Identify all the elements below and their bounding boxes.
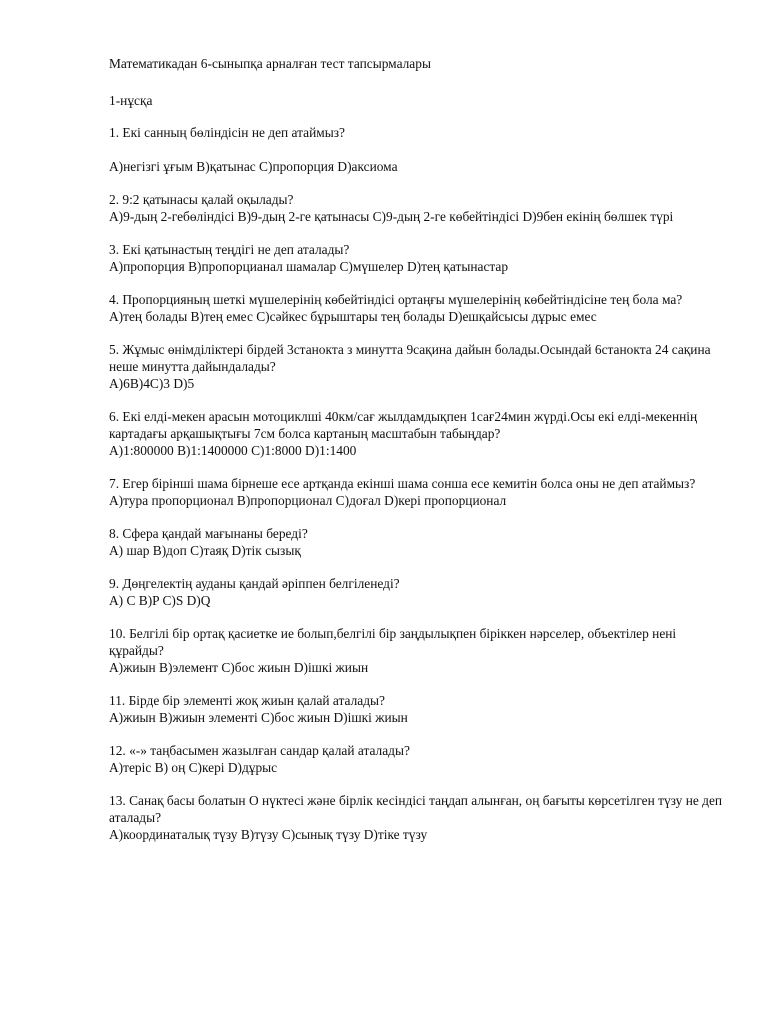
answer-options: A)тең болады B)тең емес C)сәйкес бұрыштары тең болады D)ешқайсысы дұрыс емес	[109, 309, 597, 324]
answer-options: A)теріс B) оң C)кері D)дұрыс	[109, 760, 278, 775]
answer-options: A)6B)4C)3 D)5	[109, 376, 195, 391]
answer-options: A)жиын B)жиын элементі C)бос жиын D)ішкі жиын	[109, 710, 408, 725]
question-text: 8. Сфера қандай мағынаны береді?	[109, 526, 308, 541]
question-5	[109, 341, 734, 392]
question-text: 5. Жұмыс өнімділіктері бірдей 3станокта з минутта 9сақина дайын болады.Осындай 6станокта 24 сақина неше минутта дайындалады?	[109, 342, 711, 374]
question-1	[109, 124, 734, 175]
question-text: 6. Екі елді-мекен арасын мотоциклші 40км/сағ жылдамдықпен 1сағ24мин жүрді.Осы екі елді-мекеннің картадағы арқашықтығы 7см болса картаның масштабын табыңдар?	[109, 409, 698, 441]
question-3	[109, 241, 734, 275]
question-text: 4. Пропорцияның шеткі мүшелерінің көбейтіндісі ортаңғы мүшелерінің көбейтіндісіне тең бола ма?	[109, 292, 683, 307]
question-text: 11. Бірде бір элементі жоқ жиын қалай аталады?	[109, 693, 385, 708]
question-12	[109, 742, 734, 776]
spacer	[109, 141, 734, 158]
question-text: 9. Дөңгелектің ауданы қандай әріппен белгіленеді?	[109, 576, 400, 591]
question-11	[109, 692, 734, 726]
answer-options: A) шар B)доп C)таяқ D)тік сызық	[109, 543, 301, 558]
question-8	[109, 525, 734, 559]
question-2	[109, 191, 734, 225]
question-text: 10. Белгілі бір ортақ қасиетке ие болып,белгілі бір заңдылықпен біріккен нәрселер, объектілер нені құрайды?	[109, 626, 677, 658]
question-text: 2. 9:2 қатынасы қалай оқылады?	[109, 192, 294, 207]
answer-options: A)тура пропорционал B)пропорционал C)доғал D)кері пропорционал	[109, 493, 507, 508]
variant-label: 1-нұсқа	[109, 93, 153, 108]
question-6	[109, 408, 734, 459]
question-9	[109, 575, 734, 609]
question-13	[109, 792, 734, 843]
answer-options: A)1:800000 B)1:1400000 C)1:8000 D)1:1400	[109, 443, 357, 458]
document-title: Математикадан 6-сыныпқа арналған тест тапсырмалары	[109, 56, 431, 71]
question-text: 13. Санақ басы болатын О нүктесі және бірлік кесіндісі таңдап алынған, оң бағыты көрсетілген түзу не деп аталады?	[109, 793, 723, 825]
answer-options: A)жиын B)элемент C)бос жиын D)ішкі жиын	[109, 660, 369, 675]
question-text: 12. «-» таңбасымен жазылған сандар қалай аталады?	[109, 743, 410, 758]
question-10	[109, 625, 734, 676]
document-page	[109, 55, 734, 859]
answer-options: A)пропорция B)пропорцианал шамалар C)мүшелер D)тең қатынастар	[109, 259, 509, 274]
answer-options: A) C B)P C)S D)Q	[109, 593, 211, 608]
question-7	[109, 475, 734, 509]
question-text: 1. Екі санның бөліндісін не деп атаймыз?	[109, 125, 345, 140]
question-text: 3. Екі қатынастың теңдігі не деп аталады?	[109, 242, 350, 257]
question-4	[109, 291, 734, 325]
answer-options: A)9-дың 2-гебөліндісі B)9-дың 2-ге қатынасы C)9-дың 2-ге көбейтіндісі D)9бен екінің бөлшек түрі	[109, 209, 674, 224]
question-text: 7. Егер бірінші шама бірнеше есе артқанда екінші шама сонша есе кемитін болса оны не деп атаймыз?	[109, 476, 696, 491]
answer-options: A)негізгі ұғым B)қатынас C)пропорция D)аксиома	[109, 159, 398, 174]
answer-options: A)координаталық түзу B)түзу C)сынық түзу D)тіке түзу	[109, 827, 428, 842]
